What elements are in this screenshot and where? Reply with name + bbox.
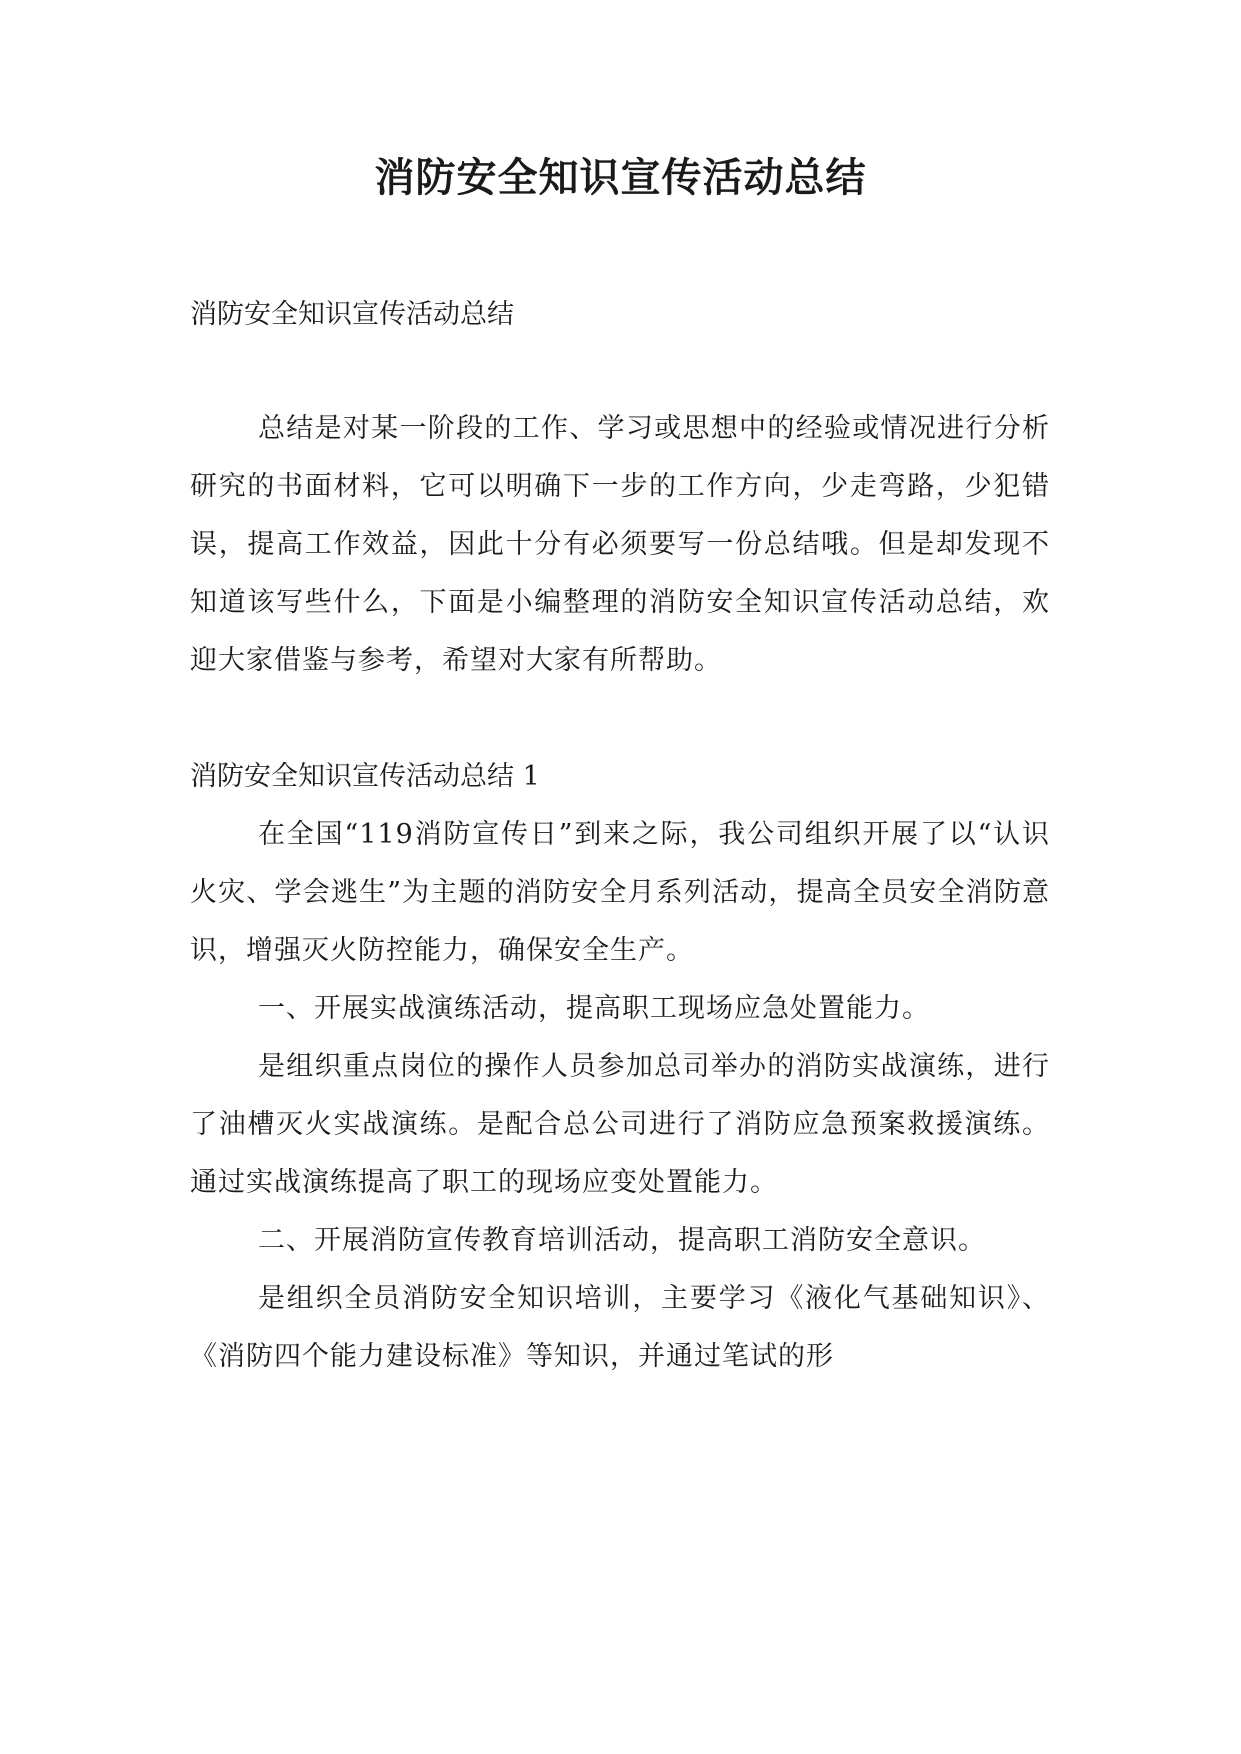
subheading-one: 一、开展实战演练活动，提高职工现场应急处置能力。: [258, 993, 930, 1024]
document-title: 消防安全知识宣传活动总结: [374, 154, 867, 201]
document-subtitle: 消防安全知识宣传活动总结: [190, 299, 514, 330]
body-paragraph: 是组织全员消防安全知识培训，主要学习《液化气基础知识》、《消防四个能力建设标准》等知识，并通过笔试的形: [190, 1283, 1050, 1372]
intro-paragraph: 总结是对某一阶段的工作、学习或思想中的经验或情况进行分析研究的书面材料，它可以明确下一步的工作方向，少走弯路，少犯错误，提高工作效益，因此十分有必须要写一份总结哦。但是却发现不知道该写些什么，下面是小编整理的消防安全知识宣传活动总结，欢迎大家借鉴与参考，希望对大家有所帮助。: [190, 413, 1050, 676]
body-paragraph: 是组织重点岗位的操作人员参加总司举办的消防实战演练，进行了油槽灭火实战演练。是配合总公司进行了消防应急预案救援演练。通过实战演练提高了职工的现场应变处置能力。: [190, 1051, 1050, 1198]
document-body: [190, 286, 1050, 1386]
section-heading: 消防安全知识宣传活动总结 1: [190, 761, 540, 792]
body-paragraph: 在全国“119消防宣传日”到来之际，我公司组织开展了以“认识火灾、学会逃生”为主题的消防安全月系列活动，提高全员安全消防意识，增强灭火防控能力，确保安全生产。: [190, 819, 1050, 966]
subheading-two: 二、开展消防宣传教育培训活动，提高职工消防安全意识。: [258, 1225, 986, 1256]
